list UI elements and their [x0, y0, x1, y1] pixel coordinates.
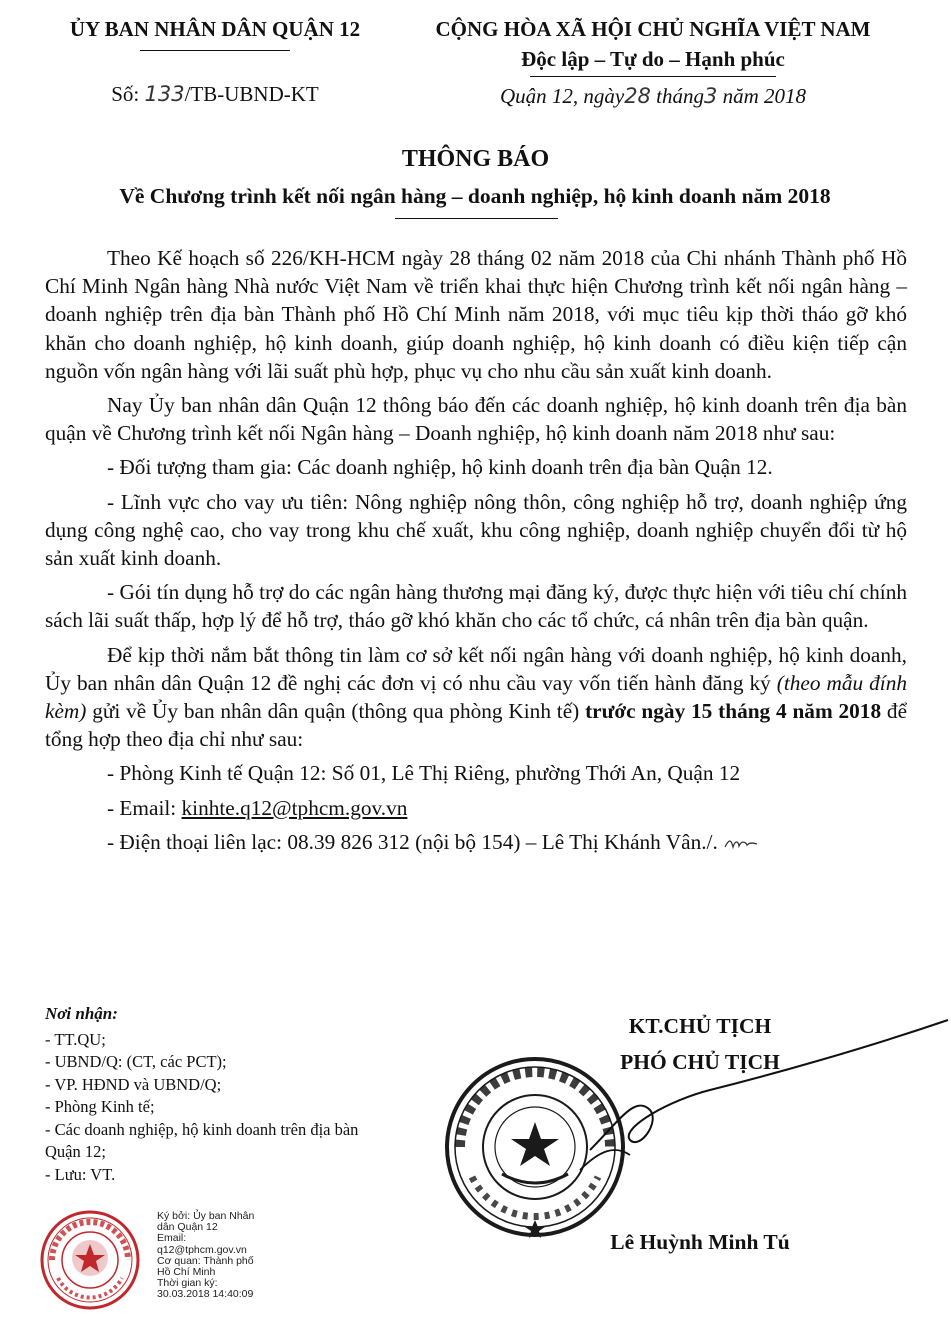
recipients-list: [45, 1003, 465, 1186]
deadline: trước ngày 15 tháng 4 năm 2018: [585, 699, 882, 724]
signer-name: Lê Huỳnh Minh Tú: [610, 1230, 790, 1254]
paragraph-6: Để kịp thời nắm bắt thông tin làm cơ sở kết nối ngân hàng với doanh nghiệp, hộ kinh doanh, Ủy ban nhân dân Quận 12 đề nghị các đơn vị có nhu cầu vay vốn tiến hành đăng ký (theo mẫu đính kèm) gửi về Ủy ban nhân dân quận (thông qua phòng Kinh tế) trước ngày 15 tháng 4 năm 2018 để tổng hợp theo địa chỉ như sau:: [45, 642, 908, 752]
paragraph-email: - Email: kinhte.q12@tphcm.gov.vn: [107, 795, 408, 820]
recipient-item: Quận 12;: [45, 1142, 106, 1161]
recipient-item: - TT.QU;: [45, 1029, 106, 1049]
agency-underline: [140, 50, 290, 51]
document-subtitle: Về Chương trình kết nối ngân hàng – doanh nghiệp, hộ kinh doanh năm 2018: [119, 184, 831, 208]
paragraph-3: - Đối tượng tham gia: Các doanh nghiệp, hộ kinh doanh trên địa bàn Quận 12.: [107, 455, 773, 480]
agency-name: ỦY BAN NHÂN DÂN QUẬN 12: [69, 17, 361, 41]
recipients-heading: Nơi nhận:: [45, 1004, 118, 1023]
number-handwritten: 133: [144, 82, 185, 106]
handwritten-signature-icon: [560, 1000, 951, 1200]
signer-role-1: KT.CHỦ TỊCH: [628, 1014, 772, 1038]
recipient-item: - UBND/Q: (CT, các PCT);: [45, 1052, 227, 1071]
national-motto: Độc lập – Tự do – Hạnh phúc: [521, 47, 785, 71]
digital-seal-icon: [38, 1208, 142, 1312]
paragraph-5: - Gói tín dụng hỗ trợ do các ngân hàng thương mại đăng ký, được thực hiện với tiêu chí chính sách lãi suất thấp, hợp lý để hỗ trợ, tháo gỡ khó khăn cho các tổ chức, cá nhân trên địa bàn quận.: [45, 580, 907, 633]
initials-scribble: [723, 835, 759, 853]
paragraph-2: Nay Ủy ban nhân dân Quận 12 thông báo đến các doanh nghiệp, hộ kinh doanh trên địa bàn quận về Chương trình kết nối Ngân hàng – Doanh nghiệp, hộ kinh doanh năm 2018 như sau:: [45, 393, 907, 446]
recipient-item: - VP. HĐND và UBND/Q;: [45, 1074, 222, 1094]
recipient-item: - Lưu: VT.: [45, 1164, 116, 1184]
signer-role-2: PHÓ CHỦ TỊCH: [620, 1050, 780, 1074]
paragraph-4: - Lĩnh vực cho vay ưu tiên: Nông nghiệp nông thôn, công nghiệp hỗ trợ, doanh nghiệp ứng dụng công nghệ cao, cho vay trong khu chế xuất, khu công nghiệp, doanh nghiệp chuyển đổi từ hộ sản xuất kinh doanh.: [45, 489, 907, 571]
paragraph-phone: - Điện thoại liên lạc: 08.39 826 312 (nội bộ 154) – Lê Thị Khánh Vân./.: [45, 828, 907, 856]
email-link[interactable]: kinhte.q12@tphcm.gov.vn: [181, 795, 408, 820]
subtitle-underline: [395, 218, 558, 219]
recipient-item: - Các doanh nghiệp, hộ kinh doanh trên địa bàn: [45, 1119, 359, 1139]
document-date: Quận 12, ngày28 tháng3 năm 2018: [499, 84, 807, 108]
document-title: THÔNG BÁO: [401, 146, 550, 172]
paragraph-1: Theo Kế hoạch số 226/KH-HCM ngày 28 tháng 02 năm 2018 của Chi nhánh Thành phố Hồ Chí Minh Ngân hàng Nhà nước Việt Nam về triển khai thực hiện Chương trình kết nối ngân hàng – doanh nghiệp trên địa bàn Thành phố Hồ Chí Minh năm 2018, với mục tiêu kịp thời tháo gỡ khó khăn cho doanh nghiệp, hộ kinh doanh, giúp doanh nghiệp, hộ kinh doanh có điều kiện tiếp cận nguồn vốn ngân hàng với lãi suất phù hợp, phục vụ cho nhu cầu sản xuất kinh doanh.: [45, 246, 907, 383]
recipient-item: - Phòng Kinh tế;: [45, 1097, 155, 1116]
digital-signature-info: Ký bởi: Ủy ban Nhân dân Quận 12 Email: q12@tphcm.gov.vn Cơ quan: Thành phố Hồ Chí Minh Thời gian ký: 30.03.2018 14:40:09: [157, 1210, 255, 1301]
document-body: [45, 244, 907, 862]
national-title: CỘNG HÒA XÃ HỘI CHỦ NGHĨA VIỆT NAM: [435, 17, 871, 41]
motto-underline: [530, 76, 776, 77]
document-number: Số: 133/TB-UBND-KT: [111, 82, 319, 106]
paragraph-address: - Phòng Kinh tế Quận 12: Số 01, Lê Thị Riêng, phường Thới An, Quận 12: [107, 761, 741, 786]
